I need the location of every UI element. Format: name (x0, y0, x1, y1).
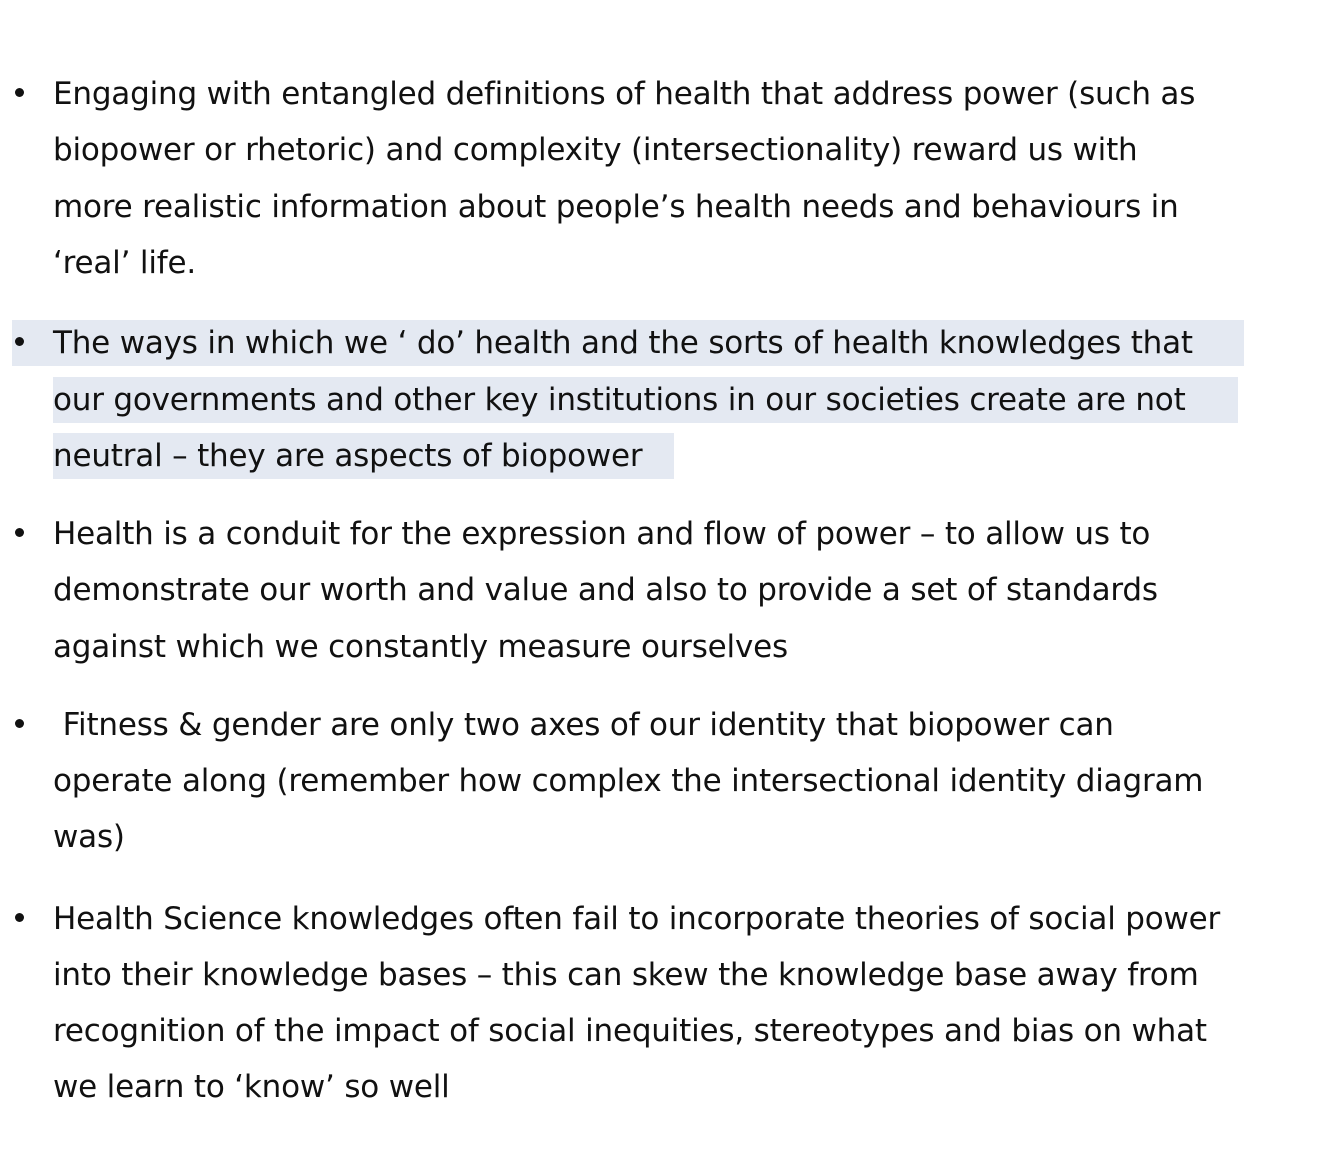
bullet-text-line[interactable]: against which we constantly measure ourselves (53, 629, 788, 665)
bullet-point-icon (15, 337, 24, 346)
bullet-text-line[interactable]: was) (53, 819, 125, 855)
bullet-text-line[interactable]: Health Science knowledges often fail to incorporate theories of social power (53, 901, 1221, 937)
bullet-text-line[interactable]: neutral – they are aspects of biopower (53, 433, 674, 479)
bullet-text-line[interactable]: more realistic information about people’s health needs and behaviours in (53, 189, 1179, 225)
bullet-text-line[interactable]: Fitness & gender are only two axes of our identity that biopower can (53, 707, 1114, 743)
bullet-text-line[interactable]: our governments and other key institutions in our societies create are not (53, 377, 1238, 423)
bullet-point-icon (15, 719, 24, 728)
bullet-text-line[interactable]: ‘real’ life. (53, 245, 196, 281)
bullet-text-line[interactable]: demonstrate our worth and value and also to provide a set of standards (53, 572, 1158, 608)
bullet-text-line[interactable]: into their knowledge bases – this can skew the knowledge base away from (53, 957, 1199, 993)
bullet-text-line[interactable]: we learn to ‘know’ so well (53, 1069, 450, 1105)
bullet-text-line[interactable]: recognition of the impact of social inequities, stereotypes and bias on what (53, 1013, 1207, 1049)
bullet-text-line[interactable]: operate along (remember how complex the intersectional identity diagram (53, 763, 1204, 799)
bullet-text-line[interactable]: Engaging with entangled definitions of health that address power (such as (53, 76, 1196, 112)
bullet-point-icon (15, 913, 24, 922)
bullet-text-line[interactable]: Health is a conduit for the expression and flow of power – to allow us to (53, 516, 1151, 552)
bullet-text-line[interactable]: The ways in which we ‘ do’ health and the sorts of health knowledges that (53, 320, 1244, 366)
bullet-point-icon (15, 528, 24, 537)
bullet-text-line[interactable]: biopower or rhetoric) and complexity (intersectionality) reward us with (53, 132, 1138, 168)
bullet-point-icon (15, 88, 24, 97)
